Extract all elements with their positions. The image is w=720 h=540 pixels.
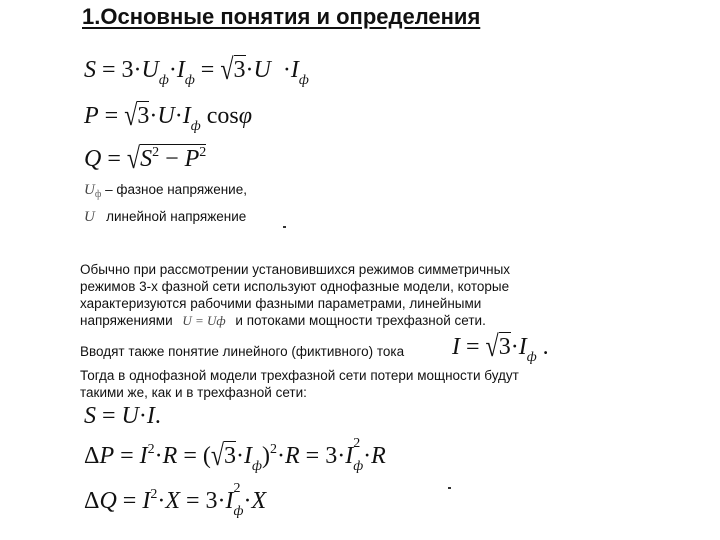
- intro-paragraph: Обычно при рассмотрении установившихся режимов симметричных режимов 3-х фазной сети используют однофазные модели, которые характеризуются рабочими фазными параметрами, линейными напряжениями U = Uф и потоками мощности трехфазной сети.: [80, 262, 511, 328]
- losses-text: Тогда в однофазной модели трехфазной сети потери мощности будут такими же, как и в трехфазной сети:: [80, 368, 519, 400]
- phase-voltage-note: $U_ф$ – фазное напряжение,: [84, 182, 247, 200]
- apparent-power-formula: $S = 3\cdot U_ф\cdot I_ф = √3\cdot U \cdot I_ф$: [84, 53, 309, 88]
- slide-title: 1.Основные понятия и определения: [82, 4, 481, 29]
- line-voltage-inline-formula: U = Uф: [182, 313, 226, 328]
- line-voltage-note: U линейной напряжение: [84, 209, 247, 225]
- single-phase-power-formula: S = U·I.: [84, 403, 161, 429]
- active-loss-formula: $\Delta P = I^2\cdot R = (√3\cdot I_ф)^2\cdot R = 3\cdot I$ $_{2 ф}$·R: [84, 436, 386, 474]
- fictitious-current-text: Вводят также понятие линейного (фиктивного) тока: [80, 344, 405, 359]
- reactive-loss-formula: $\Delta Q = I^2\cdot X = 3\cdot I$ $_{2 ф}$·X: [84, 481, 267, 519]
- active-power-formula: $P = √3\cdot U\cdot I_ф$ cosφ: [84, 99, 252, 134]
- line-current-formula: $I = √3\cdot I_ф$ .: [452, 330, 549, 365]
- reactive-power-formula: $Q = √S^2 - P^2$: [84, 142, 207, 176]
- stray-dot: [283, 226, 286, 228]
- stray-dot: [448, 487, 451, 489]
